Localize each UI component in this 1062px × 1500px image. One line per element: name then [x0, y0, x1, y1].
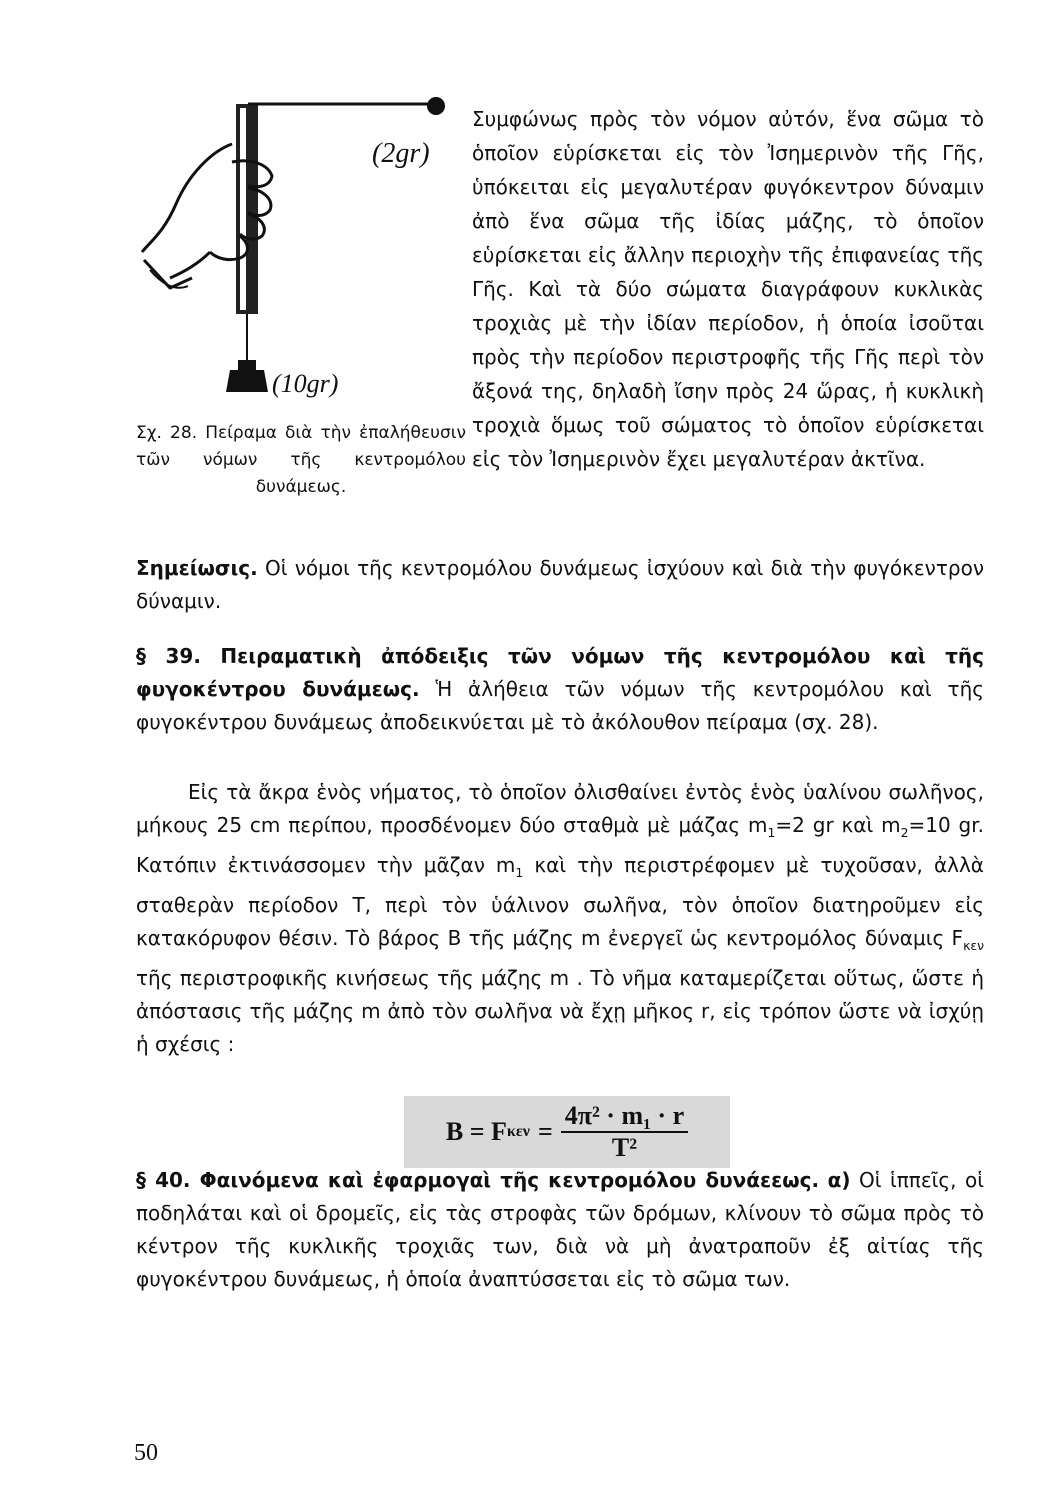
section-39-heading: § 39. Πειραματικὴ ἀπόδειξις τῶν νόμων τῆς κεντρομόλου καὶ τῆς φυγοκέντρου δυνάμεως. [136, 644, 984, 701]
note-label: Σημείωσις. [136, 556, 258, 580]
section-39 [136, 640, 984, 739]
note-paragraph [136, 552, 984, 618]
centripetal-force-formula [404, 1096, 730, 1168]
formula-lhs-subscript: κεν [506, 1123, 530, 1140]
section-39-text: Ἡ ἀλήθεια τῶν νόμων τῆς κεντρομόλου καὶ τῆς φυγοκέντρου δυνάμεως ἀποδεικνύεται μὲ τὸ ἀκόλουθον πείραμα (σχ. 28). [136, 677, 985, 734]
glass-tube [236, 104, 258, 314]
note-text: Οἱ νόμοι τῆς κεντρομόλου δυνάμεως ἰσχύουν καὶ διὰ τὴν φυγόκεντρον δύναμιν. [136, 556, 984, 613]
section-40-text: Οἱ ἱππεῖς, οἱ ποδηλάται καὶ οἱ δρομεῖς, εἰς τὰς στροφὰς τῶν δρόμων, κλίνουν τὸ σῶμα πρὸς τὸ κέντρον τῆς κυκλικῆς τροχιᾶς των, διὰ νὰ μὴ ἀνατραποῦν ἐξ αἰτίας τῆς φυγοκέντρου δυνάμεως, ἡ ὁποία ἀναπτύσσεται εἰς τὸ σῶμα των. [136, 1168, 985, 1291]
formula-denominator: T² [611, 1133, 638, 1162]
formula-numerator: 4π² · m₁ · r [561, 1101, 688, 1133]
experiment-paragraph: Εἰς τὰ ἄκρα ἑνὸς νήματος, τὸ ὁποῖον ὀλισθαίνει ἐντὸς ἑνὸς ὑαλίνου σωλῆνος, μήκους 25 cm περίπου, προσδένομεν δύο σταθμὰ μὲ μάζας $m_1=2$ gr καὶ $m_2=10$ gr. Κατόπιν ἐκτινάσσομεν τὴν μᾶζαν $m_1$ καὶ τὴν περιστρέφομεν μὲ τυχοῦσαν, ἀλλὰ σταθερὰν περίοδον T, περὶ τὸν ὑάλινον σωλῆνα, τὸν ὁποῖον διατηροῦμεν εἰς κατακόρυφον θέσιν. Τὸ βάρος B τῆς μάζης m ἐνεργεῖ ὡς κεντρομόλος δύναμις $F_{\kappa\varepsilon\nu}$ τῆς περιστροφικῆς κινήσεως τῆς μάζης m . Τὸ νῆμα καταμερίζεται οὕτως, ὥστε ἡ ἀπόστασις τῆς μάζης m ἀπὸ τὸν σωλῆνα νὰ ἔχῃ μῆκος r, εἰς τρόπον ὥστε νὰ ἰσχύῃ ἡ σχέσις : [136, 780, 984, 1056]
figure-28-illustration [140, 92, 470, 422]
formula-fraction [561, 1101, 688, 1163]
figure-caption: Σχ. 28. Πείραμα διὰ τὴν ἐπαλήθευσιν τῶν νόμων τῆς κεντρομόλου δυνάμεως. [136, 423, 466, 497]
intro-paragraph: Συμφώνως πρὸς τὸν νόμον αὐτόν, ἕνα σῶμα τὸ ὁποῖον εὑρίσκεται εἰς τὸν Ἰσημερινὸν τῆς Γῆς, ὑπόκειται εἰς μεγαλυτέραν φυγόκεντρον δύναμιν ἀπὸ ἕνα σῶμα τῆς ἰδίας μάζης, τὸ ὁποῖον εὑρίσκεται εἰς ἄλλην περιοχὴν τῆς ἐπιφανείας τῆς Γῆς. Καὶ τὰ δύο σώματα διαγράφουν κυκλικὰς τροχιὰς μὲ τὴν ἰδίαν περίοδον, ἡ ὁποία ἰσοῦται πρὸς τὴν περίοδον περιστροφῆς τῆς Γῆς περὶ τὸν ἄξονά της, δηλαδὴ ἴσην πρὸς 24 ὥρας, ἡ κυκλικὴ τροχιὰ ὅμως τοῦ σώματος τὸ ὁποῖον εὑρίσκεται εἰς τὸν Ἰσημερινὸν ἔχει μεγαλυτέραν ἀκτῖνα. [472, 107, 984, 471]
formula-equals: = [537, 1117, 553, 1146]
large-mass-label: (10gr) [272, 369, 339, 398]
section-40-heading: § 40. Φαινόμενα καὶ ἐφαρμογαὶ τῆς κεντρομόλου δυνάεεως. [136, 1168, 820, 1192]
small-mass-icon [427, 97, 445, 115]
small-mass-label: (2gr) [372, 138, 430, 169]
large-mass-icon [226, 360, 268, 392]
section-40-item-label: α) [827, 1168, 851, 1192]
page-number: 50 [134, 1440, 158, 1466]
formula-lhs: B = F [445, 1117, 507, 1146]
section-40 [136, 1164, 984, 1296]
